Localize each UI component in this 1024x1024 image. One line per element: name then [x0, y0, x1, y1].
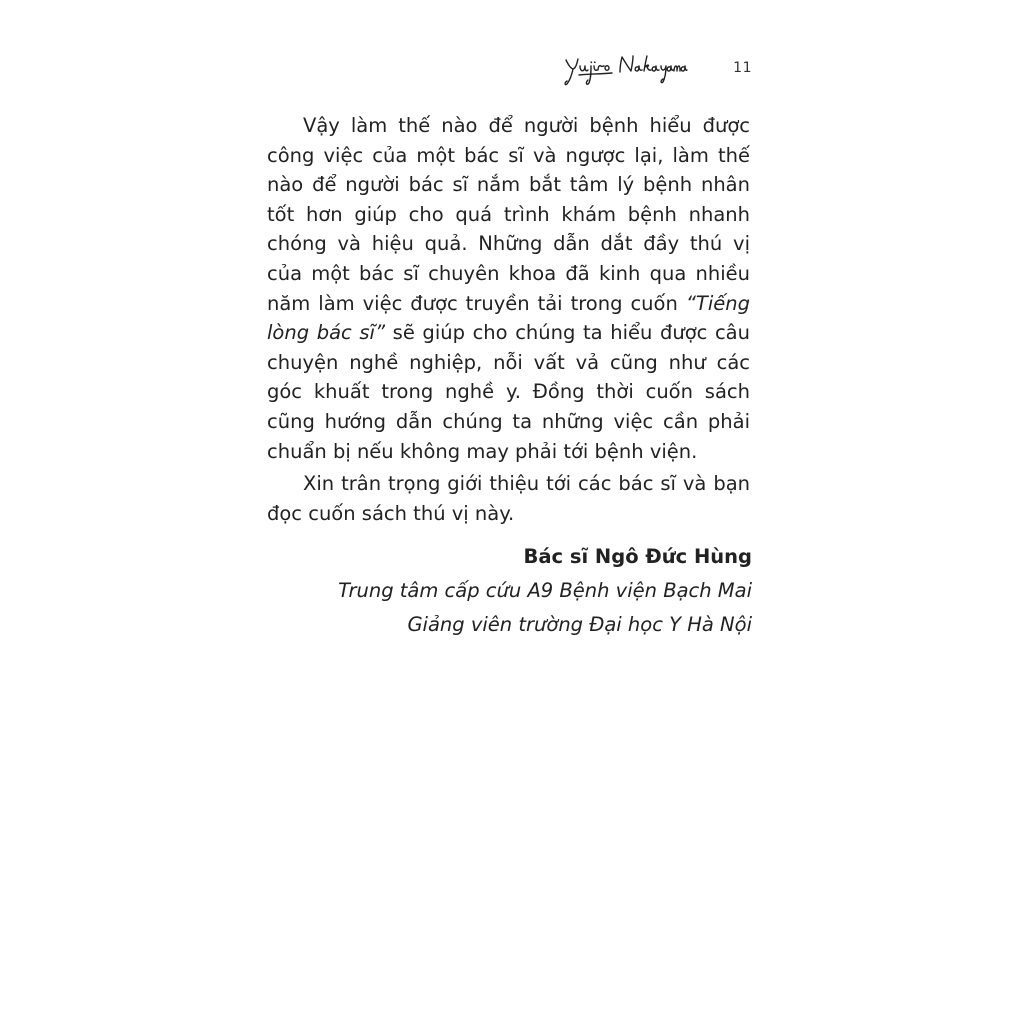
author-name: Bác sĩ Ngô Đức Hùng — [523, 545, 752, 568]
paragraph: Xin trân trọng giới thiệu tới các bác sĩ và bạn đọc cuốn sách thú vị này. — [267, 472, 750, 525]
author-position: Giảng viên trường Đại học Y Hà Nội — [407, 613, 752, 636]
book-title-quote: “Tiếng lòng bác sĩ” — [267, 291, 750, 345]
paragraph-text: sẽ giúp cho chúng ta hiểu được câu chuyện nghề nghiệp, nỗi vất vả cũng như các góc khuất trong nghề y. Đồng thời cuốn sách cũng hướng dẫn chúng ta những việc cần phải chuẩn bị nếu không may phải tới bệnh viện. — [267, 321, 750, 463]
page-header — [540, 52, 752, 96]
page-number: 11 — [733, 60, 752, 76]
paragraph-text: Vậy làm thế nào để người bệnh hiểu được công việc của một bác sĩ và ngược lại, làm thế nào để người bác sĩ nắm bắt tâm lý bệnh nhân tốt hơn giúp cho quá trình khám bệnh nhanh chóng và hiệu quả. Những dẫn dắt đầy thú vị của một bác sĩ chuyên khoa đã kinh qua nhiều năm làm việc được truyền tải trong cuốn — [267, 114, 750, 315]
author-signature — [560, 52, 688, 92]
author-affiliation: Trung tâm cấp cứu A9 Bệnh viện Bạch Mai — [338, 579, 752, 602]
paragraph — [267, 111, 750, 466]
body-text — [267, 111, 750, 528]
signature-block — [338, 540, 752, 642]
